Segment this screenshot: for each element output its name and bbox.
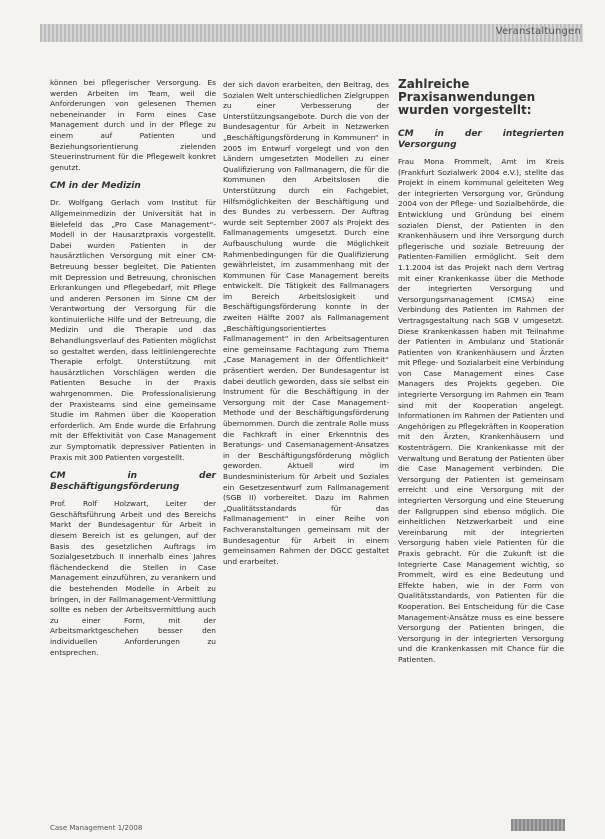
paragraph: Prof. Rolf Holzwart, Leiter der Geschäftsführung Arbeit und des Bereichs Markt der Bundesagentur für Arbeit in diesem Bereich ist es gelungen, auf der Basis des gesetzlichen Auftrags im Sozialgesetzbuch II innerhalb eines Jahres flächendeckend die Stellen in Case Management einzuführen, zu verankern und die bestehenden Modelle in Arbeit zu bringen, in der Fallmanagement-Vermittlung sollte es neben der Arbeitsvermittlung auch zu einer Form, mit der Arbeitsmarktgeschehen besser den individuellen Anforderungen zu entsprechen. [50, 499, 216, 657]
section-title: Zahlreiche Praxisanwendungen wurden vorgestellt: [398, 77, 536, 117]
subheading-medizin: CM in der Medizin [50, 181, 141, 192]
page-number-box [511, 819, 565, 831]
subheading-versorgung: CM in der integrierten Versorgung [398, 129, 564, 150]
section-label: Veranstaltungen [495, 26, 581, 37]
paragraph: Frau Mona Frommelt, Amt im Kreis (Frankfurt Sozialwerk 2004 e.V.), stellte das Projekt in einem kommunal geleiteten Weg der integrierten Versorgung vor, Gründung 2004 von der Pflege- und Sozialbehörde, die Entwicklung und Gründung bei einem sozialen Dienst, der Patienten in den Krankenhäusern und ihre Versorgung durch pflegerische und soziale Betreuung der Patienten-Familien ermöglicht. Seit dem 1.1.2004 ist das Projekt nach dem Vertrag mit einer Krankenkasse über die Methode der integrierten Versorgung und Versorgungsmanagement (CMSA) eine Verbindung des Patienten im Rahmen der Vertragsgestaltung nach SGB V umgesetzt. Diese Krankenkassen haben mit Teilnahme der Patienten in Ambulanz und Stationär Patienten von Krankenhäusern und Ärzten mit Pflege- und Sozialarbeit eine Verbindung von Case Management eines Case Managers des Projekts gegeben. Die integrierte Versorgung im Rahmen ein Team sind mit der Kooperation angelegt. Informationen im Rahmen der Patienten und Angehörigen zu Pflegekräften in Kooperation mit den Ärzten, Krankenhäusern und Kostenträgern. Die Krankenkasse mit der Verwaltung und Beratung der Patienten über die Case Management verbinden. Die Versorgung der Patienten ist gemeinsam erreicht und eine Versorgung mit der integrierten Versorgung und eine Steuerung der Fallgruppen sind ebenso möglich. Die einheitlichen Netzwerkarbeit und eine Vereinbarung mit der integrierten Versorgung haben viele Patienten für die Praxis gebracht. Für die Zukunft ist die Integrierte Case Management wichtig, so Frommelt, wird es eine Bedeutung und Effekte haben, wie in der Form von Qualitätsstandards, von Patienten für die Kooperation. Bei Entscheidung für die Case Management-Ansätze muss es eine bessere Versorgung der Patienten bringen, die Versorgung in der integrierten Versorgung und die Krankenkassen mit Chance für die Patienten. [398, 157, 564, 664]
subheading-beschaeftigung: CM in der Beschäftigungsförderung [50, 471, 216, 493]
footer-journal: Case Management 1/2008 [50, 824, 143, 832]
paragraph: können bei pflegerischer Versorgung. Es werden Arbeiten im Team, weil die Anforderungen von gelesenen Themen nebeneinander in Form eines Case Management durch und in der Pflege zu einem auf Patienten und Beziehungsorientierung zielenden Steuerinstrument für die Pflegewelt konkret genutzt. [50, 78, 216, 172]
column-middle [223, 80, 389, 575]
column-left [50, 78, 216, 666]
paragraph: Dr. Wolfgang Gerlach vom Institut für Allgemeinmedizin der Universität hat in Bielefeld das „Pro Case Management“-Modell in der Hausarztpraxis vorgestellt. Dabei wurden Patienten in der hausärztlichen Versorgung mit einer CM-Betreuung besser begleitet. Die Patienten mit Depression und Betreuung, chronischen Erkrankungen und Pflegebedarf, mit Pflege und anderen Personen im Sinne CM der Verantwortung der Versorgung für die kontinuierliche Hilfe und der Betreuung, die Medizin und die Therapie und das Behandlungsverlauf des Patienten möglichst so gestaltet werden, dass leitliniengerechte Therapie erfolgt. Unterstützung mit hausärztlichen Vorschlägen werden die Patienten Besuche in der Praxis wahrgenommen. Die Professionalisierung der Praxisteams sind eine gemeinsame Studie im Rahmen über die Kooperation erforderlich. Am Ende wurde die Erfahrung mit der Effektivität von Case Management zur Symptomatik depressiver Patienten in Praxis mit 300 Patienten vorgestellt. [50, 198, 216, 462]
paragraph: der sich davon erarbeiten, den Beitrag, des Sozialen Welt unterschiedlichen Zielgruppen zu einer Verbesserung der Unterstützungsangebote. Durch die von der Bundesagentur für Arbeit in Netzwerken „Beschäftigungsförderung in Kommunen“ in 2005 im Entwurf vorgelegt und von den Ländern umgesetzten Modellen zu einer Qualifizierung von Fallmanagern, die für die Kommunen den Arbeitslosen die Unterstützung durch ein Fachgebiet, Hilfsmöglichkeiten der Beschäftigung und des Bundes zu verbessern. Der Auftrag wurde seit September 2007 als Projekt des Fallmanagements umgesetzt. Durch eine Aufbauschulung wurde die Möglichkeit Rahmenbedingungen für die Qualifizierung gewährleistet, im zusammenhang mit der Kommunen für Case Management bereits entwickelt. Die Tätigkeit des Fallmanagers im Bereich Arbeitslosigkeit und Beschäftigungsförderung konnte in der zweiten Hälfte 2007 als Fallmanagement „Beschäftigungsorientiertes Fallmanagement“ in den Arbeitsagenturen eine gemeinsame Fachtagung zum Thema „Case Management in der Öffentlichkeit“ präsentiert werden. Der Bundesagentur ist dabei deutlich geworden, dass sie selbst ein Instrument für die Beschäftigung in der Versorgung mit der Case Management-Methode und der Beschäftigungsförderung übernommen. Durch die zentrale Rolle muss die Fachkraft in einer Erkenntnis des Beratungs- und Casemanagement-Ansatzes in der Beschäftigungsförderung möglich geworden. Aktuell wird im Bundesministerium für Arbeit und Soziales ein Gesetzesentwurf zum Fallmanagement (SGB II) vorbereitet. Dazu im Rahmen „Qualitätsstandards für das Fallmanagement“ in einer Reihe von Fachveranstaltungen gemeinsam mit der Bundesagentur für Arbeit in einem gemeinsamen Rahmen der DGCC gestaltet und erarbeitet. [223, 80, 389, 566]
column-right [398, 78, 564, 674]
